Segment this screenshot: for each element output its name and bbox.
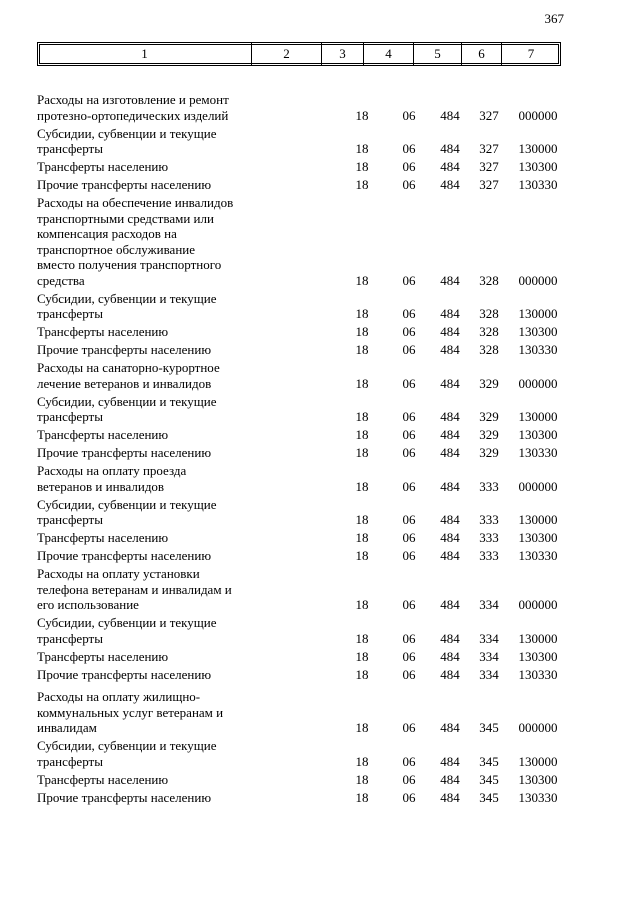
table-row bbox=[0, 159, 640, 175]
row-code-col5: 484 bbox=[440, 630, 460, 646]
row-code-col7: 130000 bbox=[518, 753, 558, 769]
row-description: Трансферты населению bbox=[37, 771, 169, 787]
row-description: Прочие трансферты населению bbox=[37, 789, 212, 805]
row-description: Расходы на оплату установки телефона ветеранам и инвалидам и его использование bbox=[37, 566, 232, 612]
row-code-col4: 06 bbox=[402, 720, 416, 735]
row-code-col6: 328 bbox=[479, 342, 499, 357]
row-code-col6: 334 bbox=[479, 666, 499, 682]
row-description: Прочие трансферты населению bbox=[37, 666, 212, 682]
row-code-col7: 130330 bbox=[518, 548, 558, 563]
row-code-col6: 329 bbox=[479, 409, 499, 424]
table-row bbox=[0, 195, 640, 288]
table-row bbox=[0, 738, 640, 769]
row-description: Прочие трансферты населению bbox=[37, 548, 212, 563]
row-code-col4: 06 bbox=[402, 306, 416, 321]
row-code-col6: 345 bbox=[479, 753, 499, 769]
row-code-col4: 06 bbox=[402, 771, 416, 787]
row-code-col5: 484 bbox=[440, 753, 460, 769]
row-code-col7: 130300 bbox=[518, 324, 558, 339]
row-description: Трансферты населению bbox=[37, 530, 169, 545]
row-code-col7: 130000 bbox=[518, 306, 558, 321]
row-code-col5: 484 bbox=[440, 548, 460, 563]
row-code-col7: 000000 bbox=[518, 272, 558, 288]
row-code-col6: 333 bbox=[479, 478, 499, 494]
row-code-col4: 06 bbox=[402, 324, 416, 339]
row-code-col3: 18 bbox=[355, 177, 369, 192]
row-code-col7: 130330 bbox=[518, 666, 558, 682]
row-code-col4: 06 bbox=[402, 141, 416, 156]
row-code-col3: 18 bbox=[355, 409, 369, 424]
row-code-col3: 18 bbox=[355, 720, 369, 735]
row-code-col6: 333 bbox=[479, 548, 499, 563]
row-code-col3: 18 bbox=[355, 272, 369, 288]
row-code-col5: 484 bbox=[440, 666, 460, 682]
column-header-5: 5 bbox=[414, 43, 462, 65]
row-code-col3: 18 bbox=[355, 427, 369, 442]
row-code-col5: 484 bbox=[440, 478, 460, 494]
row-code-col7: 000000 bbox=[518, 720, 558, 735]
row-code-col6: 329 bbox=[479, 375, 499, 391]
row-code-col3: 18 bbox=[355, 306, 369, 321]
row-code-col4: 06 bbox=[402, 630, 416, 646]
row-code-col3: 18 bbox=[355, 597, 369, 612]
row-code-col4: 06 bbox=[402, 107, 416, 123]
row-code-col5: 484 bbox=[440, 648, 460, 664]
row-code-col3: 18 bbox=[355, 789, 369, 805]
row-code-col5: 484 bbox=[440, 324, 460, 339]
table-row bbox=[0, 689, 640, 736]
row-description: Субсидии, субвенции и текущие трансферты bbox=[37, 496, 217, 527]
row-code-col6: 328 bbox=[479, 306, 499, 321]
table-row bbox=[0, 548, 640, 564]
row-code-col4: 06 bbox=[402, 512, 416, 527]
row-code-col6: 334 bbox=[479, 648, 499, 664]
table-row bbox=[0, 360, 640, 391]
row-code-col5: 484 bbox=[440, 512, 460, 527]
row-description: Расходы на оплату проезда ветеранов и инвалидов bbox=[37, 463, 187, 494]
row-code-col4: 06 bbox=[402, 597, 416, 612]
table-row bbox=[0, 790, 640, 806]
row-description: Расходы на изготовление и ремонт протезно-ортопедических изделий bbox=[37, 92, 229, 123]
row-code-col4: 06 bbox=[402, 530, 416, 545]
table-row bbox=[0, 530, 640, 546]
row-code-col7: 130000 bbox=[518, 409, 558, 424]
row-code-col4: 06 bbox=[402, 375, 416, 391]
row-code-col3: 18 bbox=[355, 324, 369, 339]
row-code-col5: 484 bbox=[440, 107, 460, 123]
row-code-col6: 328 bbox=[479, 324, 499, 339]
column-header-7: 7 bbox=[527, 46, 535, 61]
row-description: Прочие трансферты населению bbox=[37, 342, 212, 357]
row-code-col7: 130330 bbox=[518, 789, 558, 805]
row-description: Трансферты населению bbox=[37, 427, 169, 442]
row-description: Прочие трансферты населению bbox=[37, 177, 212, 192]
row-code-col5: 484 bbox=[440, 530, 460, 545]
row-code-col7: 130000 bbox=[518, 630, 558, 646]
row-code-col5: 484 bbox=[440, 771, 460, 787]
row-code-col7: 130330 bbox=[518, 177, 558, 192]
row-code-col7: 000000 bbox=[518, 478, 558, 494]
row-code-col7: 130000 bbox=[518, 512, 558, 527]
row-description: Субсидии, субвенции и текущие трансферты bbox=[37, 615, 217, 646]
row-code-col4: 06 bbox=[402, 445, 416, 460]
row-code-col5: 484 bbox=[440, 409, 460, 424]
row-code-col3: 18 bbox=[355, 771, 369, 787]
row-code-col3: 18 bbox=[355, 530, 369, 545]
column-header-3: 3 bbox=[322, 43, 364, 65]
row-code-col6: 345 bbox=[479, 720, 499, 735]
row-description: Субсидии, субвенции и текущие трансферты bbox=[37, 393, 217, 424]
table-row bbox=[0, 667, 640, 683]
page-number: 367 bbox=[544, 11, 564, 26]
row-code-col5: 484 bbox=[440, 427, 460, 442]
row-code-col7: 130300 bbox=[518, 530, 558, 545]
row-code-col5: 484 bbox=[440, 342, 460, 357]
table-row bbox=[0, 566, 640, 613]
table-row bbox=[0, 463, 640, 494]
row-code-col3: 18 bbox=[355, 630, 369, 646]
row-code-col6: 327 bbox=[479, 107, 499, 123]
row-code-col4: 06 bbox=[402, 789, 416, 805]
row-code-col5: 484 bbox=[440, 597, 460, 612]
table-row bbox=[0, 324, 640, 340]
row-code-col3: 18 bbox=[355, 342, 369, 357]
row-code-col5: 484 bbox=[440, 789, 460, 805]
row-code-col3: 18 bbox=[355, 548, 369, 563]
budget-table-body bbox=[0, 92, 640, 808]
row-code-col7: 130300 bbox=[518, 648, 558, 664]
row-code-col5: 484 bbox=[440, 141, 460, 156]
table-row bbox=[0, 772, 640, 788]
row-code-col5: 484 bbox=[440, 375, 460, 391]
column-header-1: 1 bbox=[38, 43, 252, 65]
row-description: Трансферты населению bbox=[37, 324, 169, 339]
row-code-col3: 18 bbox=[355, 159, 369, 174]
row-code-col6: 333 bbox=[479, 530, 499, 545]
table-row bbox=[0, 342, 640, 358]
row-code-col7: 000000 bbox=[518, 597, 558, 612]
table-row bbox=[0, 649, 640, 665]
row-code-col3: 18 bbox=[355, 375, 369, 391]
row-code-col3: 18 bbox=[355, 666, 369, 682]
row-code-col3: 18 bbox=[355, 107, 369, 123]
table-row bbox=[0, 615, 640, 646]
row-code-col4: 06 bbox=[402, 342, 416, 357]
table-row bbox=[0, 445, 640, 461]
row-code-col6: 328 bbox=[479, 272, 499, 288]
column-header-6: 6 bbox=[462, 43, 502, 65]
column-header-4: 4 bbox=[364, 43, 414, 65]
row-description: Трансферты населению bbox=[37, 648, 169, 664]
row-code-col4: 06 bbox=[402, 666, 416, 682]
row-code-col3: 18 bbox=[355, 512, 369, 527]
row-code-col6: 334 bbox=[479, 597, 499, 612]
row-code-col3: 18 bbox=[355, 141, 369, 156]
row-code-col5: 484 bbox=[440, 272, 460, 288]
column-header-2: 2 bbox=[252, 43, 322, 65]
table-row bbox=[0, 427, 640, 443]
row-code-col5: 484 bbox=[440, 159, 460, 174]
row-code-col7: 130330 bbox=[518, 342, 558, 357]
row-code-col6: 334 bbox=[479, 630, 499, 646]
table-row bbox=[0, 497, 640, 528]
row-description: Расходы на обеспечение инвалидов транспортными средствами или компенсация расходов на транспортное обслуживание вместо получения транспортного средства bbox=[37, 195, 234, 288]
row-code-col6: 333 bbox=[479, 512, 499, 527]
row-code-col3: 18 bbox=[355, 648, 369, 664]
row-code-col3: 18 bbox=[355, 445, 369, 460]
row-description: Субсидии, субвенции и текущие трансферты bbox=[37, 125, 217, 156]
row-description: Расходы на санаторно-курортное лечение ветеранов и инвалидов bbox=[37, 360, 220, 391]
row-code-col6: 329 bbox=[479, 427, 499, 442]
row-code-col7: 130300 bbox=[518, 771, 558, 787]
row-code-col6: 329 bbox=[479, 445, 499, 460]
row-code-col5: 484 bbox=[440, 306, 460, 321]
row-code-col4: 06 bbox=[402, 753, 416, 769]
row-code-col5: 484 bbox=[440, 720, 460, 735]
row-code-col7: 000000 bbox=[518, 107, 558, 123]
row-code-col4: 06 bbox=[402, 159, 416, 174]
row-code-col7: 130300 bbox=[518, 159, 558, 174]
row-code-col4: 06 bbox=[402, 648, 416, 664]
row-description: Расходы на оплату жилищно- коммунальных услуг ветеранам и инвалидам bbox=[37, 689, 224, 735]
row-code-col7: 000000 bbox=[518, 375, 558, 391]
row-code-col6: 345 bbox=[479, 789, 499, 805]
row-code-col6: 327 bbox=[479, 141, 499, 156]
row-code-col7: 130300 bbox=[518, 427, 558, 442]
table-row bbox=[0, 291, 640, 322]
row-code-col6: 327 bbox=[479, 159, 499, 174]
row-code-col4: 06 bbox=[402, 409, 416, 424]
table-row bbox=[0, 177, 640, 193]
row-code-col4: 06 bbox=[402, 548, 416, 563]
row-description: Трансферты населению bbox=[37, 159, 169, 174]
row-code-col7: 130000 bbox=[518, 141, 558, 156]
row-code-col5: 484 bbox=[440, 445, 460, 460]
row-code-col3: 18 bbox=[355, 753, 369, 769]
row-description: Субсидии, субвенции и текущие трансферты bbox=[37, 290, 217, 321]
row-code-col4: 06 bbox=[402, 478, 416, 494]
table-row bbox=[0, 394, 640, 425]
row-code-col7: 130330 bbox=[518, 445, 558, 460]
row-code-col4: 06 bbox=[402, 177, 416, 192]
row-code-col6: 327 bbox=[479, 177, 499, 192]
row-description: Субсидии, субвенции и текущие трансферты bbox=[37, 738, 217, 769]
row-description: Прочие трансферты населению bbox=[37, 445, 212, 460]
table-row bbox=[0, 92, 640, 123]
row-code-col4: 06 bbox=[402, 272, 416, 288]
row-code-col6: 345 bbox=[479, 771, 499, 787]
table-row bbox=[0, 126, 640, 157]
row-code-col5: 484 bbox=[440, 177, 460, 192]
row-code-col4: 06 bbox=[402, 427, 416, 442]
row-code-col3: 18 bbox=[355, 478, 369, 494]
column-header-table bbox=[37, 42, 561, 66]
